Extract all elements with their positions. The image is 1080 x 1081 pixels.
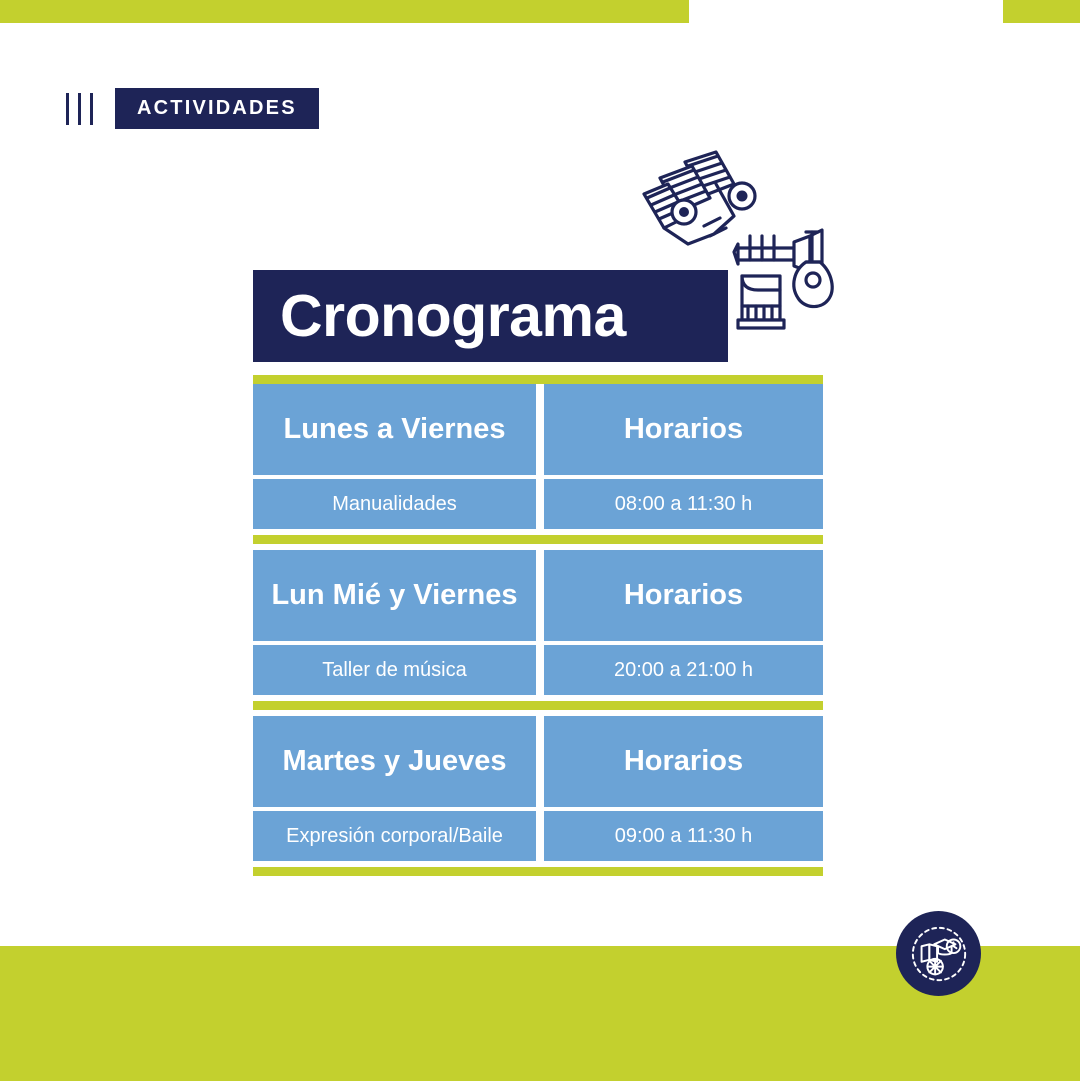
title-block <box>253 270 728 362</box>
divider-rule <box>253 867 823 876</box>
top-accent-bar-right <box>1003 0 1080 23</box>
piano-icon <box>738 276 784 328</box>
table-row <box>253 550 823 641</box>
tick-marks-decoration <box>66 93 93 125</box>
days-header-cell: Lunes a Viernes <box>253 384 536 475</box>
time-cell: 09:00 a 11:30 h <box>544 811 823 861</box>
divider-rule <box>253 375 823 384</box>
table-row <box>253 384 823 475</box>
time-cell: 20:00 a 21:00 h <box>544 645 823 695</box>
schedule-header-cell: Horarios <box>544 384 823 475</box>
activity-cell: Manualidades <box>253 479 536 529</box>
time-cell: 08:00 a 11:30 h <box>544 479 823 529</box>
accordion-icon <box>644 152 755 244</box>
divider-rule <box>253 701 823 710</box>
table-row <box>253 479 823 529</box>
divider-rule <box>253 535 823 544</box>
tick-mark-icon <box>66 93 69 125</box>
schedule-group <box>253 716 823 861</box>
days-header-cell: Lun Mié y Viernes <box>253 550 536 641</box>
tick-mark-icon <box>90 93 93 125</box>
tick-mark-icon <box>78 93 81 125</box>
basketball-icon <box>927 958 943 974</box>
clock-icon <box>946 939 960 953</box>
schedule-header-cell: Horarios <box>544 550 823 641</box>
table-row <box>253 811 823 861</box>
days-header-cell: Martes y Jueves <box>253 716 536 807</box>
activity-cell: Expresión corporal/Baile <box>253 811 536 861</box>
schedule-table <box>253 375 823 882</box>
header <box>66 88 319 129</box>
education-badge <box>896 911 981 996</box>
table-row <box>253 645 823 695</box>
schedule-group <box>253 384 823 529</box>
schedule-group <box>253 550 823 695</box>
activities-label: ACTIVIDADES <box>115 88 319 129</box>
table-row <box>253 716 823 807</box>
activity-cell: Taller de música <box>253 645 536 695</box>
schedule-header-cell: Horarios <box>544 716 823 807</box>
page-title: Cronograma <box>280 282 626 349</box>
top-accent-bar-left <box>0 0 689 23</box>
